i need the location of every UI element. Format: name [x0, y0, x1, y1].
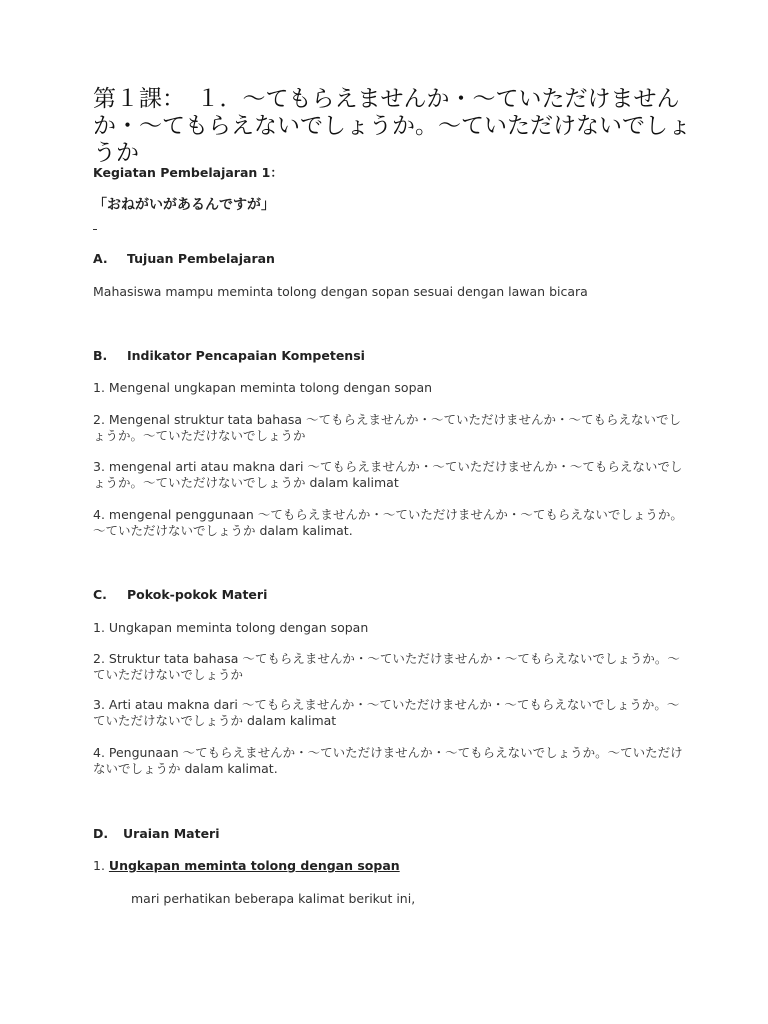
section-d-subheading	[93, 858, 400, 873]
lesson-theme: 「おねがいがあるんですが」	[93, 197, 275, 213]
section-a-heading	[93, 251, 275, 266]
section-b-item: 1. Mengenal ungkapan meminta tolong dengan sopan	[93, 380, 433, 395]
page-title: 第１課： １．～てもらえませんか・～ていただけませんか・～てもらえないでしょうか。～ていただけないでしょうか	[93, 86, 691, 166]
section-a-title: Tujuan Pembelajaran	[127, 251, 275, 266]
section-b-heading	[93, 348, 365, 363]
divider-mark	[93, 229, 97, 230]
section-b-item: 2. Mengenal struktur tata bahasa ～てもらえませんか・～ていただけませんか・～てもらえないでしょうか。～ていただけないでしょうか	[93, 412, 682, 443]
section-a-text: Mahasiswa mampu meminta tolong dengan sopan sesuai dengan lawan bicara	[93, 284, 588, 299]
section-d-heading	[93, 826, 220, 841]
section-d-sub-title: Ungkapan meminta tolong dengan sopan	[108, 858, 400, 873]
section-b-item: 3. mengenal arti atau makna dari ～てもらえませんか・～ていただけませんか・～てもらえないでしょうか。～ていただけないでしょうか dalam kalimat	[93, 459, 683, 490]
section-c-item: 2. Struktur tata bahasa ～てもらえませんか・～ていただけませんか・～てもらえないでしょうか。～ていただけないでしょうか	[93, 651, 680, 682]
section-c-item: 3. Arti atau makna dari ～てもらえませんか・～ていただけませんか・～てもらえないでしょうか。～ていただけないでしょうか dalam kalimat	[93, 697, 680, 728]
kegiatan-label: Kegiatan Pembelajaran 1：	[93, 165, 283, 180]
section-b-title: Indikator Pencapaian Kompetensi	[127, 348, 365, 363]
section-c-item: 4. Pengunaan ～てもらえませんか・～ていただけませんか・～てもらえないでしょうか。～ていただけないでしょうか dalam kalimat.	[93, 745, 683, 776]
section-d-title: Uraian Materi	[123, 826, 220, 841]
section-c-heading	[93, 587, 267, 602]
section-b-letter: B.	[93, 348, 108, 363]
section-c-title: Pokok-pokok Materi	[127, 587, 268, 602]
section-c-letter: C.	[93, 587, 107, 602]
section-d-text: mari perhatikan beberapa kalimat berikut ini,	[131, 891, 416, 906]
section-d-sub-number: 1.	[93, 858, 105, 873]
section-c-item: 1. Ungkapan meminta tolong dengan sopan	[93, 620, 369, 635]
section-d-letter: D.	[93, 826, 109, 841]
section-a-letter: A.	[93, 251, 108, 266]
section-b-item: 4. mengenal penggunaan ～てもらえませんか・～ていただけませんか・～てもらえないでしょうか。～ていただけないでしょうか dalam kalimat.	[93, 507, 683, 538]
